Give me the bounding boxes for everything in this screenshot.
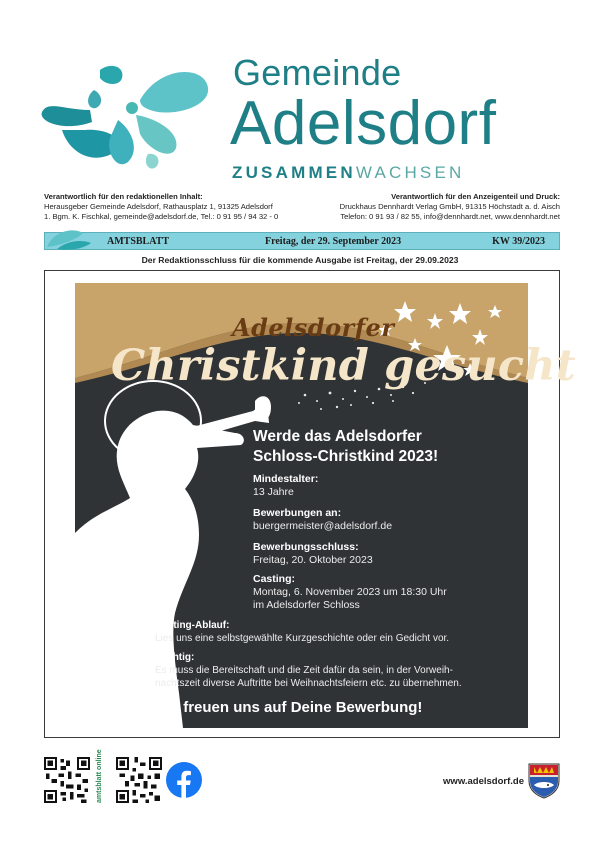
calendar-week: KW 39/2023	[492, 236, 545, 247]
process-label: Casting-Ablauf:	[155, 620, 230, 631]
poster-headline-line1: Werde das Adelsdorfer	[253, 428, 422, 445]
poster-headline-line2: Schloss-Christkind 2023!	[253, 448, 439, 465]
note-value-line1: Es muss die Bereitschaft und die Zeit dafür da sein, in der Vorweih-	[155, 665, 453, 676]
poster-headline	[253, 427, 438, 467]
qr-code-icon[interactable]	[44, 757, 90, 803]
imprint-ads-heading: Verantwortlich für den Anzeigenteil und Druck:	[391, 192, 560, 201]
swoosh-icon	[43, 225, 95, 253]
issue-date: Freitag, der 29. September 2023	[265, 236, 402, 247]
poster-closing: Wir freuen uns auf Deine Bewerbung!	[155, 699, 423, 716]
amtsblatt-online-label	[94, 749, 112, 804]
min-age-block	[253, 473, 318, 499]
title-adelsdorf: Adelsdorf	[230, 89, 497, 158]
apply-label: Bewerbungen an:	[253, 507, 342, 519]
facebook-icon[interactable]	[166, 762, 202, 798]
slogan-part2: WACHSEN	[355, 163, 465, 182]
casting-value-line2: im Adelsdorfer Schloss	[253, 599, 360, 611]
title-gemeinde: Gemeinde	[233, 52, 402, 93]
imprint-editorial-line1: Herausgeber Gemeinde Adelsdorf, Rathausplatz 1, 91325 Adelsdorf	[44, 202, 273, 211]
poster-title-top: Adelsdorfer	[232, 313, 395, 342]
deadline-label: Bewerbungsschluss:	[253, 541, 359, 553]
imprint-ads-line1: Druckhaus Dennhardt Verlag GmbH, 91315 Höchstadt a. d. Aisch	[339, 202, 560, 211]
casting-value-line1: Montag, 6. November 2023 um 18:30 Uhr	[253, 586, 447, 598]
imprint-ads-line2: Telefon: 0 91 93 / 82 55, info@dennhardt.net, www.dennhardt.net	[340, 212, 560, 221]
christkind-poster	[75, 283, 576, 728]
poster-title-main: Christkind gesucht	[111, 341, 576, 391]
process-block	[155, 619, 515, 645]
deadline-value: Freitag, 20. Oktober 2023	[253, 554, 373, 566]
gemeinde-logo-icon	[40, 60, 220, 175]
apply-block	[253, 507, 392, 533]
coat-of-arms-icon	[528, 763, 560, 799]
note-value-line2: nachtszeit diverse Auftritte bei Weihnachtsfeiern etc. zu übernehmen.	[155, 678, 462, 689]
deadline-block	[253, 541, 373, 567]
issue-bar	[44, 232, 560, 250]
min-age-label: Mindestalter:	[253, 473, 319, 485]
imprint-editorial-line2: 1. Bgm. K. Fischkal, gemeinde@adelsdorf.de, Tel.: 0 91 95 / 94 32 - 0	[44, 212, 279, 221]
casting-block	[253, 573, 447, 612]
website-link[interactable]: www.adelsdorf.de	[443, 776, 524, 787]
imprint-editorial	[44, 192, 278, 222]
qr-code-icon[interactable]	[116, 757, 162, 803]
slogan-part1: ZUSAMMEN	[232, 163, 356, 182]
note-label: Wichtig:	[155, 652, 195, 663]
imprint-editorial-heading: Verantwortlich für den redaktionellen Inhalt:	[44, 192, 203, 201]
deadline-notice: Der Redaktionsschluss für die kommende Ausgabe ist Freitag, der 29.09.2023	[141, 255, 459, 265]
imprint-ads	[340, 192, 560, 222]
process-value: Lies uns eine selbstgewählte Kurzgeschichte oder ein Gedicht vor.	[155, 633, 450, 644]
apply-email[interactable]: buergermeister@adelsdorf.de	[253, 520, 393, 532]
casting-label: Casting:	[253, 573, 295, 585]
bar-label: AMTSBLATT	[107, 236, 170, 247]
online-tag-text: amtsblatt online	[96, 749, 103, 803]
slogan	[232, 163, 465, 183]
min-age-value: 13 Jahre	[253, 486, 294, 498]
note-block	[155, 651, 515, 690]
